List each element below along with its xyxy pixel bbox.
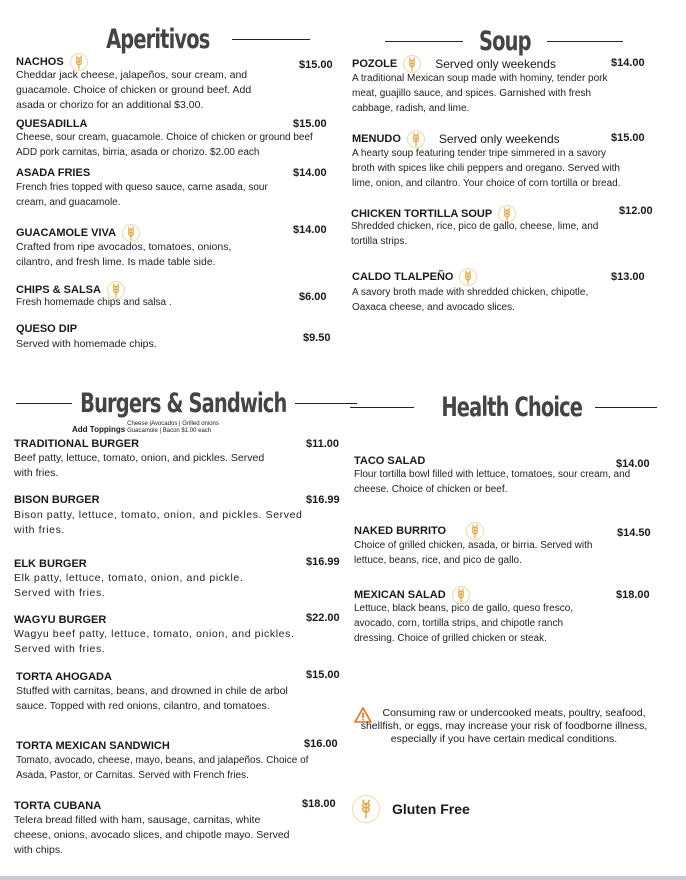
gluten-free-legend: Gluten Free: [352, 795, 470, 823]
section-title-soup: Soup: [385, 26, 623, 57]
wheat-icon: [459, 268, 477, 286]
add-toppings-note: Add Toppings Cheese |Avocados | Grilled onions Guacamole | Bacon $1.00 each: [72, 421, 219, 434]
section-title-health: Health Choice: [350, 392, 657, 423]
bottom-border: [0, 876, 686, 880]
section-title-aperitivos: Aperitivos: [84, 24, 310, 55]
food-safety-warning: Consuming raw or undercooked meats, poultry, seafood, shellfish, or eggs, may increase your risk of foodborne illness, especially if you have certain medical conditions.: [360, 707, 648, 745]
section-title-burgers: Burgers & Sandwich: [16, 388, 357, 419]
wheat-icon: [352, 795, 380, 823]
menu-page: Aperitivos Soup Burgers & Sandwich Health Choice NACHOS $15.00 Cheddar jack cheese, jalapeños, sour cream, and guacamole. Choice of chicken or ground beef. Add asada or chorizo for an additional $3.00. QUESADILLA $15.00 Cheese, sour cream, guacamole. Choice of chicken or ground beef ADD pork carnitas, birria, asada or chorizo. $2.00 each ASADA FRIES $14.00 French fries topped with queso sauce, carne asada, sour cream, and guacamole. GUACAMOLE VIVA $14.00 Crafted from ripe avocados, tomatoes, onions, cilantro, and fresh lime. Is made table side. CHIPS & SALSA $6.00 Fresh homemade chips and salsa . QUESO DIP $9.50 Served with homemade chips. POZOLE Served only weekends $14.00 A traditional Mexican soup made with hominy, tender pork meat, guajillo sauce, and spices. Garnished with fresh cabbage, radish, and lime. MENUDO Served only weekends $15.00 A hearty soup featuring tender tripe simmered in a savory broth with spices like chili peppers and oregano. Served with lime, onion, and cilantro. Your choice of corn tortilla or bread. CHICKEN TORTILLA SOUP $12.00 Shredded chicken, rice, pico de gallo, cheese, lime, and tortilla strips. CALDO TLALPEÑO $13.00 A savory broth made with shredded chicken, chipotle, Oaxaca cheese, and avocado slices. Add Toppings Cheese |Avocados | Grilled onions Guacamole | Bacon $1.00 each TRADITIONAL BURGER $11.00 Beef patty, lettuce, tomato, onion, and pickles. Served with fries. BISON BURGER $16.99 Bison patty, lettuce, tomato, onion, and pickles. Served with fries. ELK BURGER $16.99 Elk patty, lettuce, tomato, onion, and pickle. Served with fries. WAGYU BURGER $22.00 Wagyu beef patty, lettuce, tomato, onion, and pickles. Served with fries. TORTA AHOGADA $15.00 Stuffed with carnitas, beans, and drowned in chile de arbol sauce. Topped with red onions, cilantro, and tomatoes. TORTA MEXICAN SANDWICH $16.00 Tomato, avocado, cheese, mayo, beans, and jalapeños. Choice of Asada, Pastor, or Carnitas. Served with French fries. TORTA CUBANA $18.00 Telera bread filled with ham, sausage, carnitas, white cheese, onions, avocado slices, and chipotle mayo. Served with chips. TACO SALAD $14.00 Flour tortilla bowl filled with lettuce, tomatoes, sour cream, and cheese. Choice of chicken or beef. NAKED BURRITO $14.50 Choice of grilled chicken, asada, or birria. Served with lettuce, beans, rice, and pico de gallo. MEXICAN SALAD $18.00 Lettuce, black beans, pico de gallo, queso fresco, avocado, corn, tortilla strips, and chipotle ranch dressing. Choice of grilled chicken or steak. Consuming raw or undercooked meats, poultry, seafood, shellfish, or eggs, may increase your risk of foodborne illness, especially if you have certain medical conditions. Gluten Free: [0, 0, 686, 876]
